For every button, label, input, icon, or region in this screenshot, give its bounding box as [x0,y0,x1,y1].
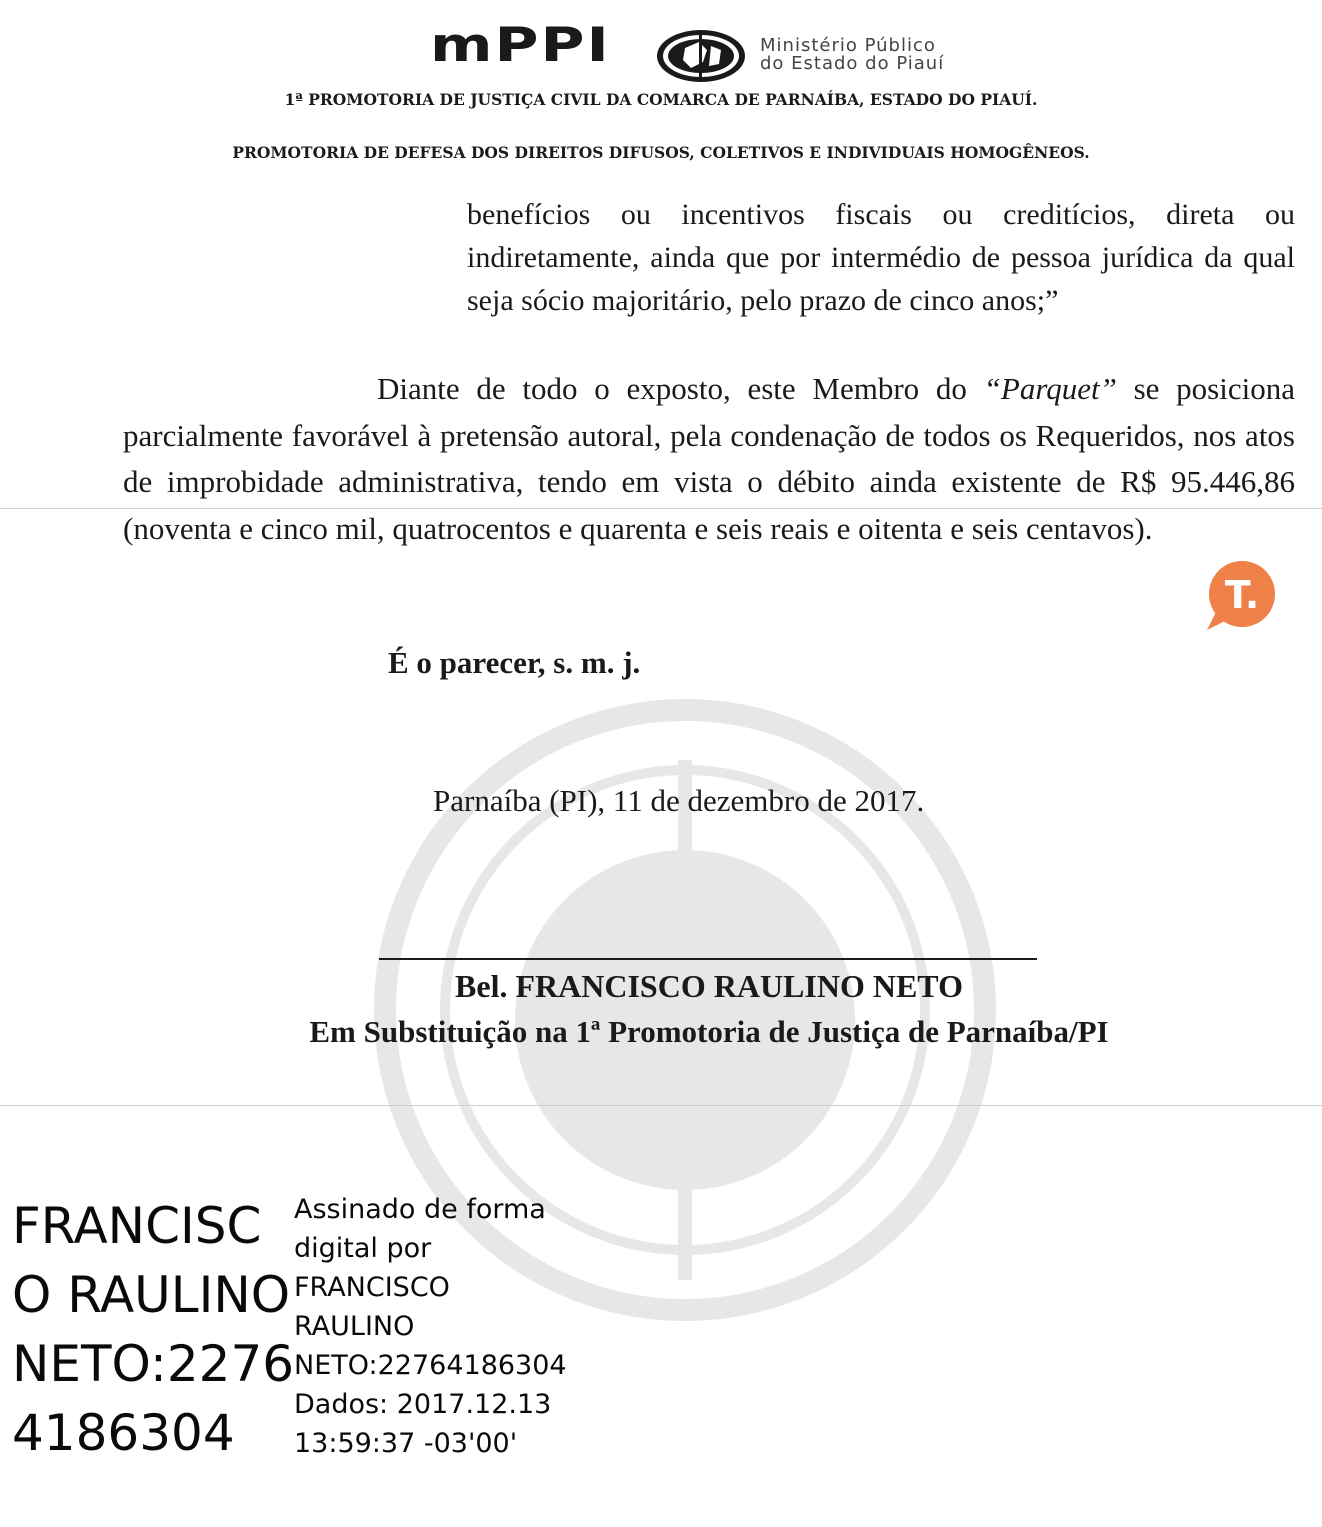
dsig-big-line: 4186304 [12,1404,235,1462]
dsig-detail-line: FRANCISCO [294,1272,450,1303]
dsig-big-line: FRANCISC [12,1197,262,1255]
ministry-line2: do Estado do Piauí [760,53,945,74]
para-text-before: Diante de todo o exposto, este Membro do [377,371,984,406]
ministry-name [760,37,944,73]
office-heading: 1ª PROMOTORIA DE JUSTIÇA CIVIL DA COMARCA DE PARNAÍBA, ESTADO DO PIAUÍ. [284,90,1038,109]
document-date: Parnaíba (PI), 11 de dezembro de 2017. [433,783,925,818]
dsig-detail-line: digital por [294,1233,432,1264]
signature-line [379,958,1037,960]
mppi-logo-text: mPPI [430,18,611,73]
signer-name: Bel. FRANCISCO RAULINO NETO [455,968,963,1004]
dsig-detail-line: Assinado de forma [294,1194,546,1225]
mppi-emblem-icon [655,28,747,84]
digital-signature-details [294,1190,567,1463]
conclusion-paragraph [123,366,1295,552]
dsig-detail-line: RAULINO [294,1311,415,1342]
badge-letter: T. [1224,573,1260,617]
scan-artifact-line [0,508,1322,509]
dsig-big-line: NETO:2276 [12,1335,295,1393]
digital-signature-name [12,1192,294,1468]
parquet-term: “Parquet” [983,371,1117,406]
dsig-big-line: O RAULINO [12,1266,291,1324]
para-text-after: se posiciona parcialmente favorável à pretensão autoral, pela condenação de todos os Requeridos, nos atos de improbidade administrativa, tendo em vista o débito ainda existente de R$ 95.446,86 (noventa e cinco mil, quatrocentos e quarenta e seis reais e oitenta e seis centavos). [123,371,1295,546]
division-heading: PROMOTORIA DE DEFESA DOS DIREITOS DIFUSOS, COLETIVOS E INDIVIDUAIS HOMOGÊNEOS. [232,143,1090,162]
dsig-detail-line: Dados: 2017.12.13 [294,1389,552,1420]
scan-artifact-line [0,1105,1322,1106]
quoted-text: benefícios ou incentivos fiscais ou creditícios, direta ou indiretamente, ainda que por intermédio de pessoa jurídica da qual seja sócio majoritário, pelo prazo de cinco anos;” [467,198,1295,317]
ministry-line1: Ministério Público [760,35,936,56]
dsig-detail-line: 13:59:37 -03'00' [294,1428,518,1459]
parecer-line: É o parecer, s. m. j. [388,645,641,680]
dsig-detail-line: NETO:22764186304 [294,1350,567,1381]
signer-role: Em Substituição na 1ª Promotoria de Justiça de Parnaíba/PI [309,1014,1109,1049]
badge-icon [1195,560,1285,632]
